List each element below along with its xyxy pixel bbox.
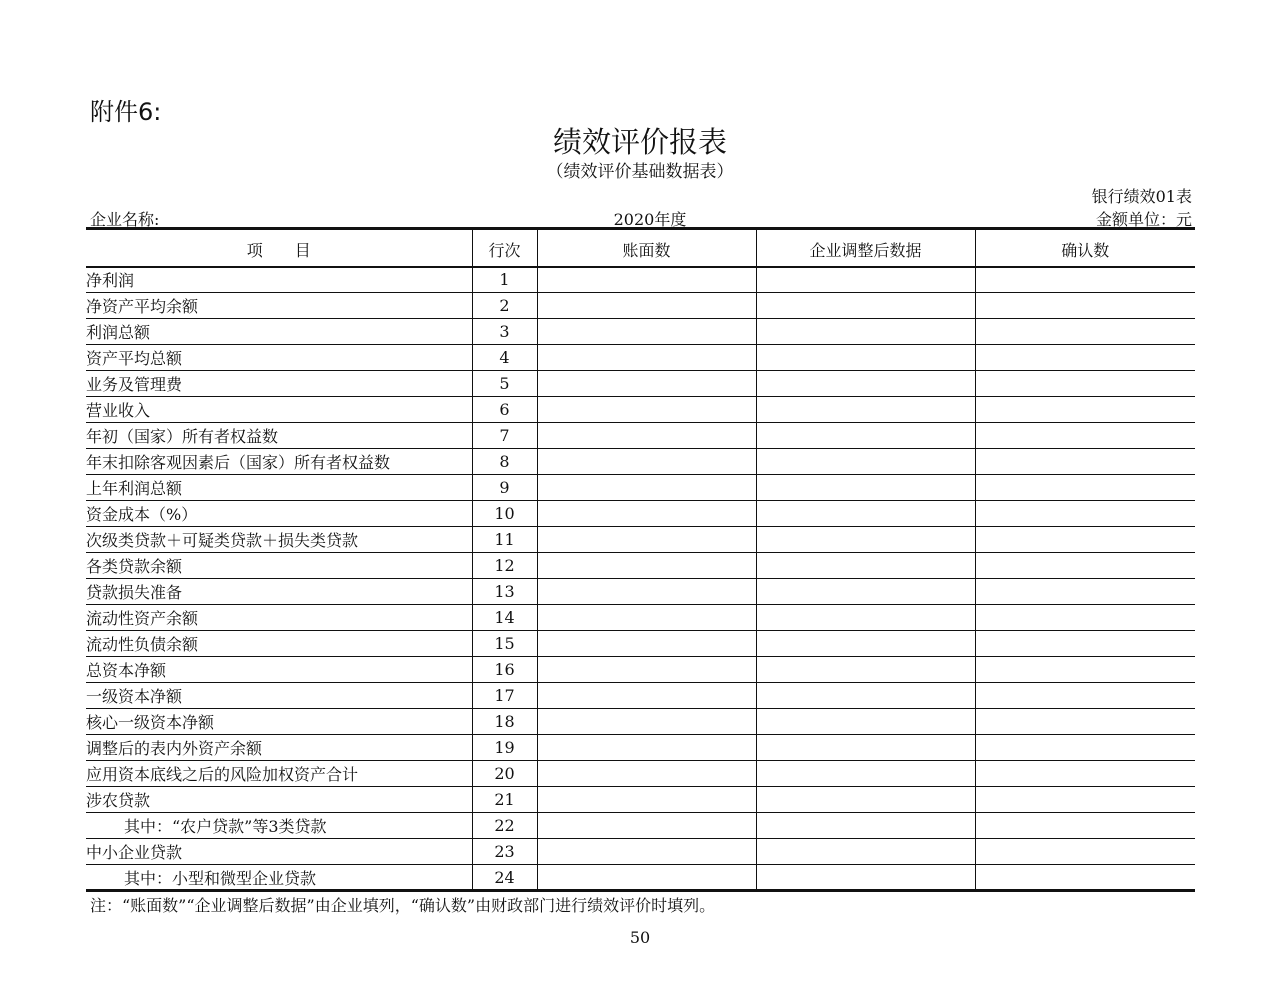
book-value-cell[interactable] bbox=[537, 579, 756, 605]
adjusted-value-cell[interactable] bbox=[756, 761, 975, 787]
row-number: 18 bbox=[472, 709, 537, 735]
confirmed-value-cell[interactable] bbox=[975, 683, 1195, 709]
row-item-label: 调整后的表内外资产余额 bbox=[86, 735, 472, 761]
book-value-cell[interactable] bbox=[537, 761, 756, 787]
row-number: 6 bbox=[472, 397, 537, 423]
row-item-label: 资产平均总额 bbox=[86, 345, 472, 371]
book-value-cell[interactable] bbox=[537, 397, 756, 423]
table-row bbox=[86, 371, 1195, 397]
row-item-label: 年末扣除客观因素后（国家）所有者权益数 bbox=[86, 449, 472, 475]
book-value-cell[interactable] bbox=[537, 709, 756, 735]
adjusted-value-cell[interactable] bbox=[756, 397, 975, 423]
adjusted-value-cell[interactable] bbox=[756, 501, 975, 527]
adjusted-value-cell[interactable] bbox=[756, 553, 975, 579]
attachment-label: 附件6: bbox=[90, 98, 162, 126]
page-number: 50 bbox=[629, 928, 651, 947]
adjusted-value-cell[interactable] bbox=[756, 709, 975, 735]
table-row bbox=[86, 293, 1195, 319]
row-number: 15 bbox=[472, 631, 537, 657]
book-value-cell[interactable] bbox=[537, 371, 756, 397]
row-number: 14 bbox=[472, 605, 537, 631]
book-value-cell[interactable] bbox=[537, 553, 756, 579]
adjusted-value-cell[interactable] bbox=[756, 423, 975, 449]
confirmed-value-cell[interactable] bbox=[975, 319, 1195, 345]
adjusted-value-cell[interactable] bbox=[756, 345, 975, 371]
confirmed-value-cell[interactable] bbox=[975, 397, 1195, 423]
row-number: 24 bbox=[472, 865, 537, 891]
row-item-label: 应用资本底线之后的风险加权资产合计 bbox=[86, 761, 472, 787]
row-number: 13 bbox=[472, 579, 537, 605]
row-item-label: 中小企业贷款 bbox=[86, 839, 472, 865]
adjusted-value-cell[interactable] bbox=[756, 293, 975, 319]
row-number: 5 bbox=[472, 371, 537, 397]
row-item-label: 净资产平均余额 bbox=[86, 293, 472, 319]
row-item-label: 流动性资产余额 bbox=[86, 605, 472, 631]
adjusted-value-cell[interactable] bbox=[756, 527, 975, 553]
amount-unit: 金额单位：元 bbox=[1095, 210, 1192, 229]
row-number: 16 bbox=[472, 657, 537, 683]
row-number: 17 bbox=[472, 683, 537, 709]
performance-report-table bbox=[86, 227, 1195, 892]
table-row bbox=[86, 813, 1195, 839]
table-row bbox=[86, 709, 1195, 735]
confirmed-value-cell[interactable] bbox=[975, 475, 1195, 501]
table-row bbox=[86, 657, 1195, 683]
adjusted-value-cell[interactable] bbox=[756, 657, 975, 683]
row-item-label: 上年利润总额 bbox=[86, 475, 472, 501]
adjusted-value-cell[interactable] bbox=[756, 839, 975, 865]
table-row bbox=[86, 579, 1195, 605]
book-value-cell[interactable] bbox=[537, 345, 756, 371]
table-row bbox=[86, 865, 1195, 891]
table-row bbox=[86, 345, 1195, 371]
row-item-label: 净利润 bbox=[86, 267, 472, 293]
book-value-cell[interactable] bbox=[537, 501, 756, 527]
row-item-label: 利润总额 bbox=[86, 319, 472, 345]
header-confirmed: 确认数 bbox=[975, 229, 1195, 267]
page-title: 绩效评价报表 bbox=[552, 125, 727, 159]
header-row-no: 行次 bbox=[472, 229, 537, 267]
book-value-cell[interactable] bbox=[537, 423, 756, 449]
confirmed-value-cell[interactable] bbox=[975, 501, 1195, 527]
table-row bbox=[86, 475, 1195, 501]
row-item-label: 一级资本净额 bbox=[86, 683, 472, 709]
confirmed-value-cell[interactable] bbox=[975, 657, 1195, 683]
adjusted-value-cell[interactable] bbox=[756, 475, 975, 501]
confirmed-value-cell[interactable] bbox=[975, 579, 1195, 605]
table-row bbox=[86, 735, 1195, 761]
row-number: 19 bbox=[472, 735, 537, 761]
header-item: 项 目 bbox=[86, 229, 472, 267]
confirmed-value-cell[interactable] bbox=[975, 735, 1195, 761]
table-row bbox=[86, 631, 1195, 657]
confirmed-value-cell[interactable] bbox=[975, 449, 1195, 475]
row-number: 11 bbox=[472, 527, 537, 553]
confirmed-value-cell[interactable] bbox=[975, 423, 1195, 449]
confirmed-value-cell[interactable] bbox=[975, 371, 1195, 397]
adjusted-value-cell[interactable] bbox=[756, 683, 975, 709]
table-row bbox=[86, 761, 1195, 787]
adjusted-value-cell[interactable] bbox=[756, 631, 975, 657]
adjusted-value-cell[interactable] bbox=[756, 449, 975, 475]
book-value-cell[interactable] bbox=[537, 319, 756, 345]
book-value-cell[interactable] bbox=[537, 657, 756, 683]
table-row bbox=[86, 527, 1195, 553]
table-row bbox=[86, 501, 1195, 527]
row-item-label: 其中：小型和微型企业贷款 bbox=[86, 865, 472, 891]
row-item-label: 流动性负债余额 bbox=[86, 631, 472, 657]
header-adjusted: 企业调整后数据 bbox=[756, 229, 975, 267]
table-row bbox=[86, 267, 1195, 293]
book-value-cell[interactable] bbox=[537, 527, 756, 553]
row-item-label: 总资本净额 bbox=[86, 657, 472, 683]
book-value-cell[interactable] bbox=[537, 449, 756, 475]
book-value-cell[interactable] bbox=[537, 631, 756, 657]
row-number: 8 bbox=[472, 449, 537, 475]
book-value-cell[interactable] bbox=[537, 735, 756, 761]
table-row bbox=[86, 605, 1195, 631]
row-item-label: 涉农贷款 bbox=[86, 787, 472, 813]
row-item-label: 其中：“农户贷款”等3类贷款 bbox=[86, 813, 472, 839]
row-item-label: 业务及管理费 bbox=[86, 371, 472, 397]
enterprise-name-label: 企业名称: bbox=[90, 210, 160, 229]
row-item-label: 各类贷款余额 bbox=[86, 553, 472, 579]
row-item-label: 核心一级资本净额 bbox=[86, 709, 472, 735]
adjusted-value-cell[interactable] bbox=[756, 267, 975, 293]
row-item-label: 营业收入 bbox=[86, 397, 472, 423]
row-number: 10 bbox=[472, 501, 537, 527]
report-year: 2020年度 bbox=[613, 210, 687, 229]
book-value-cell[interactable] bbox=[537, 683, 756, 709]
table-row bbox=[86, 683, 1195, 709]
table-header-row bbox=[86, 229, 1195, 267]
form-code: 银行绩效01表 bbox=[1091, 187, 1192, 206]
book-value-cell[interactable] bbox=[537, 787, 756, 813]
row-number: 12 bbox=[472, 553, 537, 579]
adjusted-value-cell[interactable] bbox=[756, 371, 975, 397]
row-item-label: 次级类贷款＋可疑类贷款＋损失类贷款 bbox=[86, 527, 472, 553]
adjusted-value-cell[interactable] bbox=[756, 735, 975, 761]
confirmed-value-cell[interactable] bbox=[975, 865, 1195, 891]
confirmed-value-cell[interactable] bbox=[975, 839, 1195, 865]
row-number: 20 bbox=[472, 761, 537, 787]
row-number: 2 bbox=[472, 293, 537, 319]
book-value-cell[interactable] bbox=[537, 605, 756, 631]
table-row bbox=[86, 787, 1195, 813]
confirmed-value-cell[interactable] bbox=[975, 527, 1195, 553]
table-row bbox=[86, 397, 1195, 423]
table-row bbox=[86, 449, 1195, 475]
adjusted-value-cell[interactable] bbox=[756, 579, 975, 605]
confirmed-value-cell[interactable] bbox=[975, 787, 1195, 813]
row-number: 9 bbox=[472, 475, 537, 501]
adjusted-value-cell[interactable] bbox=[756, 319, 975, 345]
confirmed-value-cell[interactable] bbox=[975, 761, 1195, 787]
table-row bbox=[86, 319, 1195, 345]
row-item-label: 贷款损失准备 bbox=[86, 579, 472, 605]
book-value-cell[interactable] bbox=[537, 293, 756, 319]
row-item-label: 年初（国家）所有者权益数 bbox=[86, 423, 472, 449]
footnote: 注：“账面数”“企业调整后数据”由企业填列，“确认数”由财政部门进行绩效评价时填列。 bbox=[90, 896, 716, 915]
book-value-cell[interactable] bbox=[537, 475, 756, 501]
row-number: 7 bbox=[472, 423, 537, 449]
confirmed-value-cell[interactable] bbox=[975, 267, 1195, 293]
header-book-value: 账面数 bbox=[537, 229, 756, 267]
confirmed-value-cell[interactable] bbox=[975, 813, 1195, 839]
confirmed-value-cell[interactable] bbox=[975, 553, 1195, 579]
adjusted-value-cell[interactable] bbox=[756, 787, 975, 813]
book-value-cell[interactable] bbox=[537, 267, 756, 293]
row-item-label: 资金成本（%） bbox=[86, 501, 472, 527]
page-subtitle: （绩效评价基础数据表） bbox=[546, 162, 734, 182]
table-row bbox=[86, 553, 1195, 579]
table-row bbox=[86, 423, 1195, 449]
book-value-cell[interactable] bbox=[537, 813, 756, 839]
book-value-cell[interactable] bbox=[537, 865, 756, 891]
row-number: 21 bbox=[472, 787, 537, 813]
confirmed-value-cell[interactable] bbox=[975, 709, 1195, 735]
confirmed-value-cell[interactable] bbox=[975, 605, 1195, 631]
book-value-cell[interactable] bbox=[537, 839, 756, 865]
row-number: 23 bbox=[472, 839, 537, 865]
row-number: 22 bbox=[472, 813, 537, 839]
confirmed-value-cell[interactable] bbox=[975, 293, 1195, 319]
adjusted-value-cell[interactable] bbox=[756, 605, 975, 631]
row-number: 4 bbox=[472, 345, 537, 371]
row-number: 1 bbox=[472, 267, 537, 293]
confirmed-value-cell[interactable] bbox=[975, 345, 1195, 371]
confirmed-value-cell[interactable] bbox=[975, 631, 1195, 657]
row-number: 3 bbox=[472, 319, 537, 345]
adjusted-value-cell[interactable] bbox=[756, 813, 975, 839]
adjusted-value-cell[interactable] bbox=[756, 865, 975, 891]
table-row bbox=[86, 839, 1195, 865]
